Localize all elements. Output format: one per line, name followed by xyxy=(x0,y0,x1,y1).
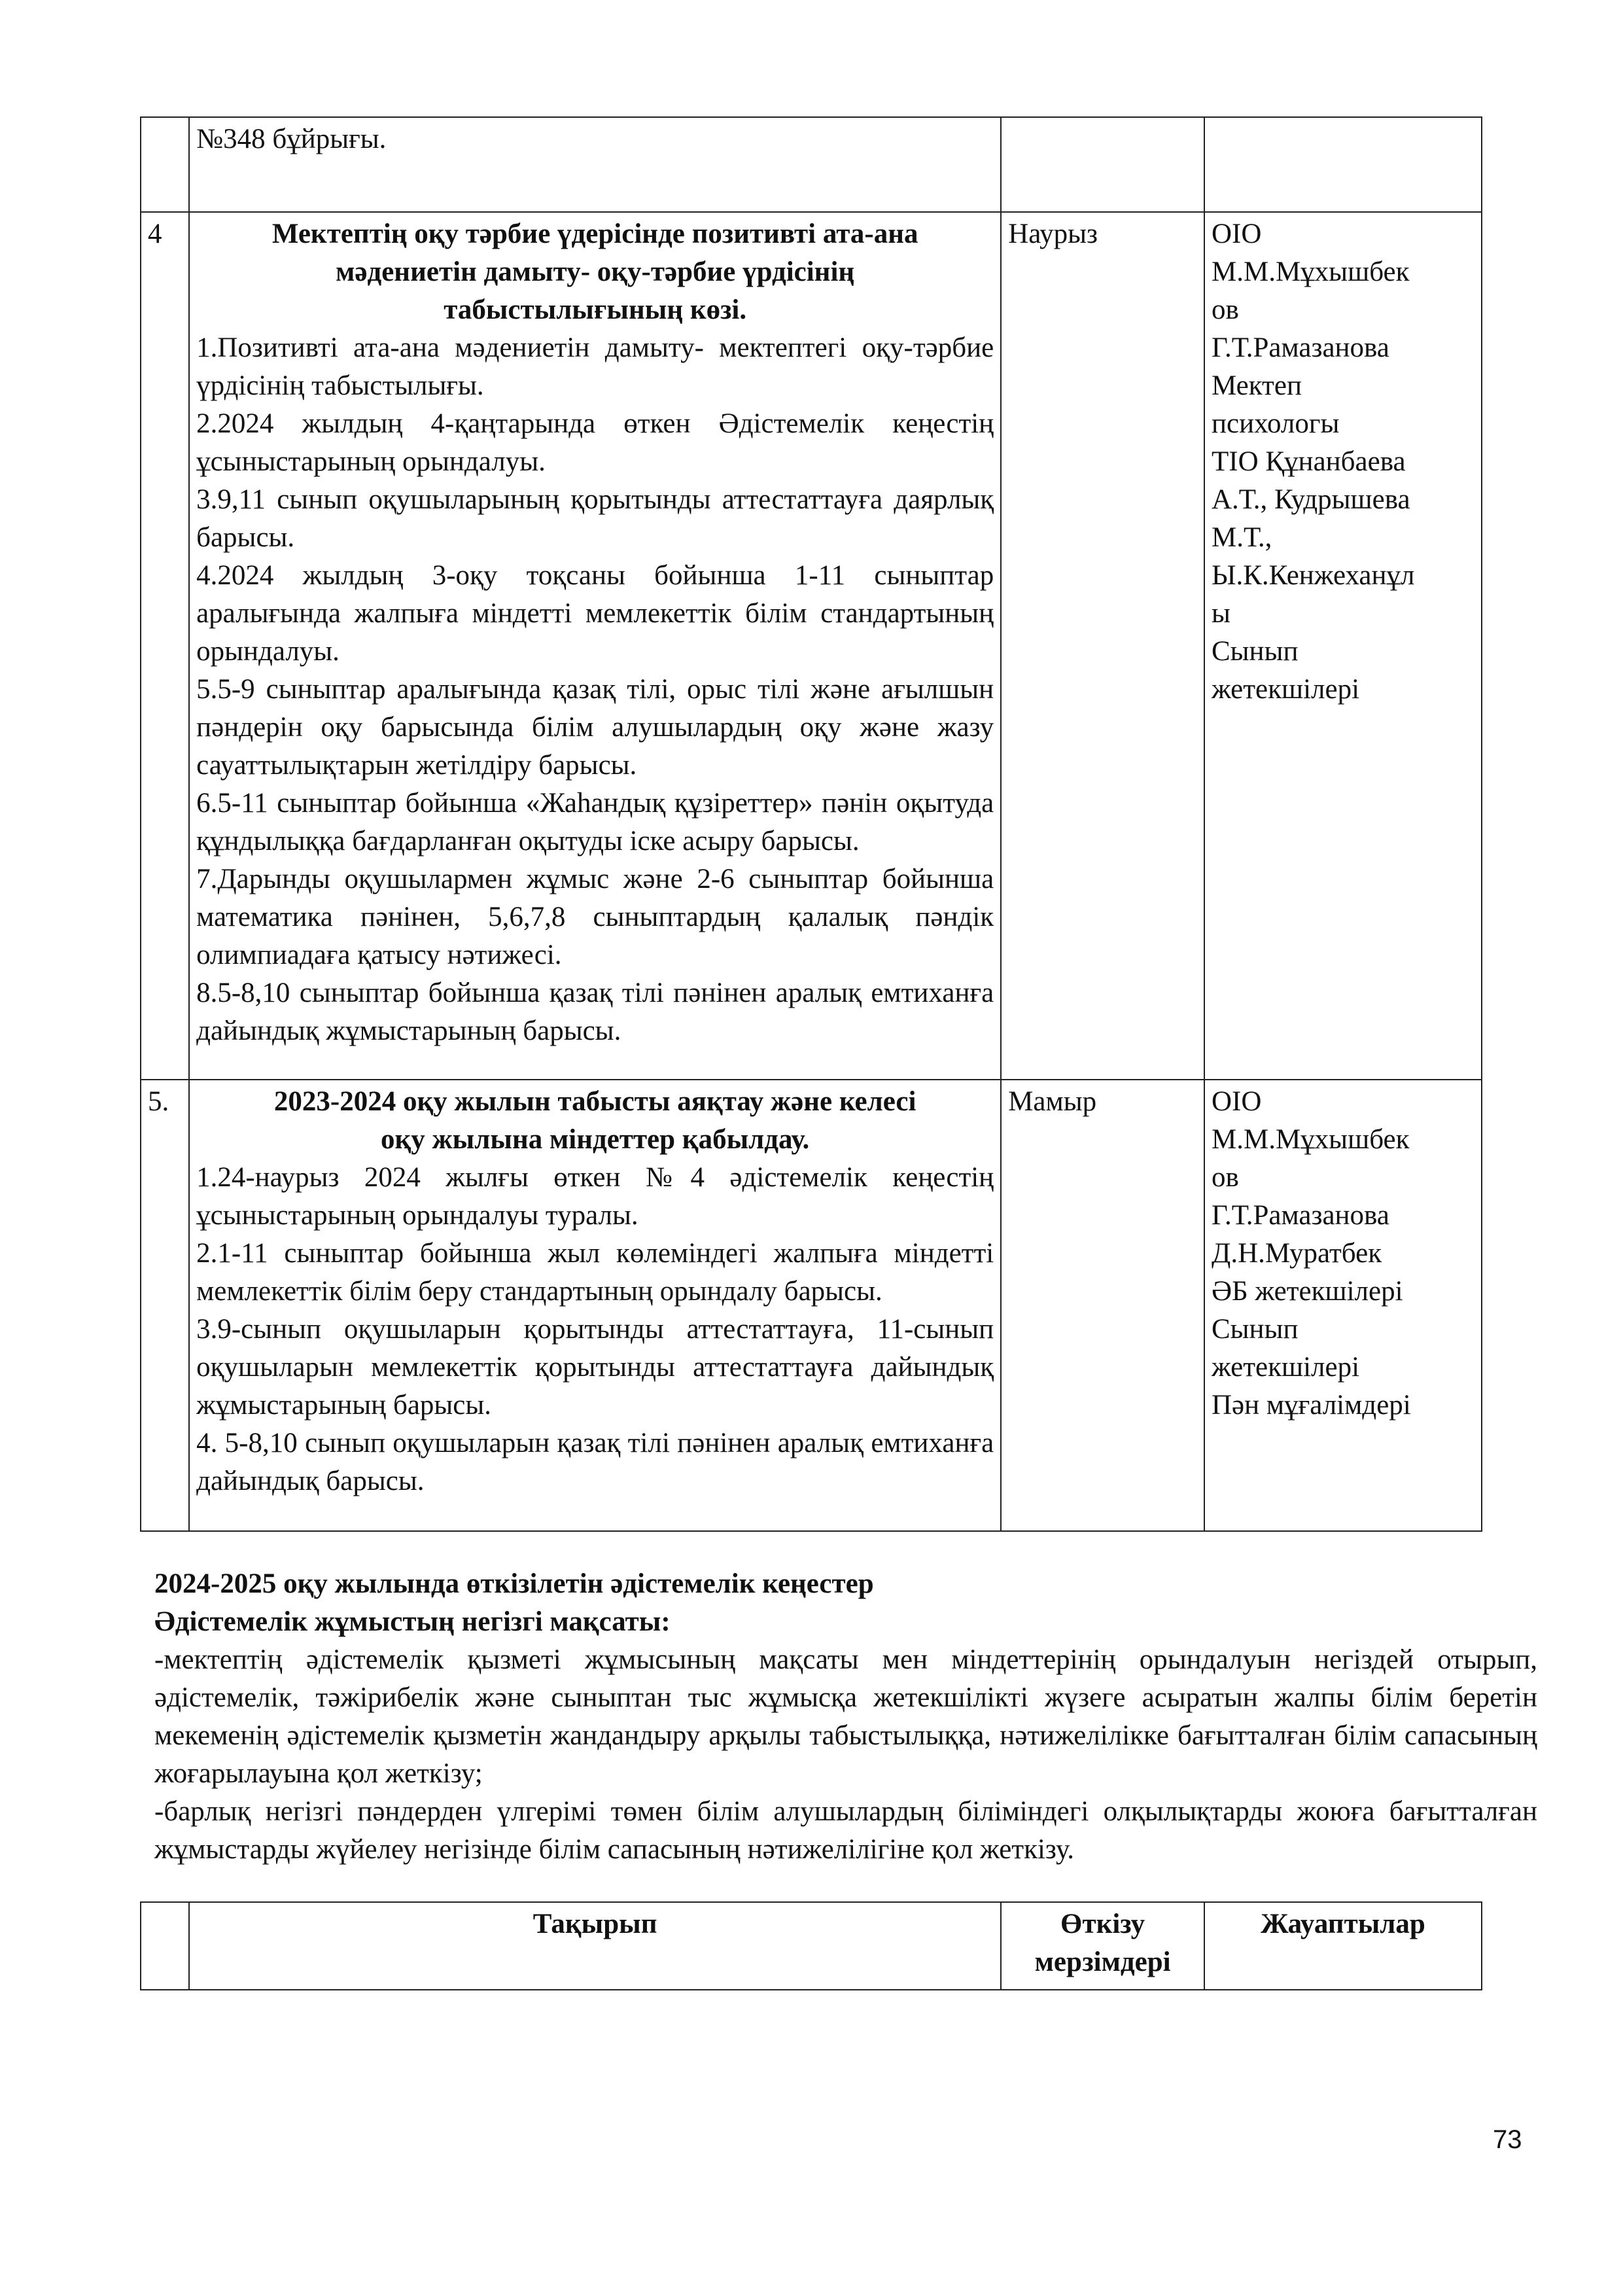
topic-cell xyxy=(189,212,1001,1080)
responsible-line: жетекшілері xyxy=(1211,1352,1360,1383)
topic-title-line: мәдениетін дамыту- оқу-тәрбие үрдісінің xyxy=(336,256,855,287)
responsible-line: ӘБ жетекшілері xyxy=(1211,1276,1403,1307)
responsible-line: М.Т., xyxy=(1211,522,1272,553)
column-header-time xyxy=(1001,1902,1204,1990)
responsible-line: психологы xyxy=(1211,408,1340,439)
responsible-line: М.М.Мұхышбек xyxy=(1211,256,1410,287)
agenda-item: 2.1-11 сыныптар бойынша жыл көлеміндегі жалпыға міндетті мемлекеттік білім беру стандартының орындалу барысы. xyxy=(196,1238,994,1307)
continuation-text: №348 бұйрығы. xyxy=(196,124,387,154)
page-number: 73 xyxy=(1493,2125,1522,2154)
responsible-line: Сынып xyxy=(1211,1314,1299,1345)
table-row xyxy=(141,1080,1482,1531)
councils-header-table xyxy=(140,1901,1482,1990)
responsible-cell xyxy=(1204,212,1482,1080)
section-heading: 2024-2025 оқу жылында өткізілетін әдістемелік кеңестер xyxy=(154,1568,874,1599)
time-cell xyxy=(1001,212,1204,1080)
responsible-line: Сынып xyxy=(1211,636,1299,667)
table-row xyxy=(141,212,1482,1080)
agenda-item: 2.2024 жылдың 4-қаңтарында өткен Әдістемелік кеңестің ұсыныстарының орындалуы. xyxy=(196,408,994,477)
responsible-line: ы xyxy=(1211,598,1230,629)
time-cell xyxy=(1001,117,1204,212)
responsible-line: ов xyxy=(1211,1162,1239,1193)
row-number-cell xyxy=(141,1902,189,1990)
topic-title-line: табыстылығының көзі. xyxy=(444,294,747,325)
responsible-line: Г.Т.Рамазанова xyxy=(1211,1200,1389,1231)
goal-paragraph: -мектептің әдістемелік қызметі жұмысының мақсаты мен міндеттерінің орындалуын негіздей отырып, әдістемелік, тәжірибелік және сыныптан тыс жұмысқа жетекшілікті жүзеге асыратын жалпы білім беретін мекеменің әдістемелік қызметін жандандыру арқылы табыстылыққа, нәтижелілікке бағытталған білім сапасының жоғарылауына қол жеткізу; xyxy=(154,1644,1537,1789)
deadline: Наурыз xyxy=(1008,219,1098,249)
agenda-item: 5.5-9 сыныптар аралығында қазақ тілі, орыс тілі және ағылшын пәндерін оқу барысында білім алушылардың оқу және жазу сауаттылықтарын жетілдіру барысы. xyxy=(196,674,994,781)
agenda-item: 7.Дарынды оқушылармен жұмыс және 2-6 сыныптар бойынша математика пәнінен, 5,6,7,8 сыныптардың қалалық пәндік олимпиадаға қатысу нәтижесі. xyxy=(196,864,994,970)
topic-title xyxy=(196,215,994,329)
responsible-line: Мектеп xyxy=(1211,370,1302,401)
responsible-line: жетекшілері xyxy=(1211,674,1360,705)
row-number-cell xyxy=(141,117,189,212)
responsible-line: Г.Т.Рамазанова xyxy=(1211,332,1389,363)
council-plan-table xyxy=(140,116,1482,1532)
topic-cell xyxy=(189,1080,1001,1531)
responsible-line: ТІО Құнанбаева xyxy=(1211,446,1406,477)
row-number-cell xyxy=(141,212,189,1080)
row-number: 5. xyxy=(148,1086,169,1117)
topic-title xyxy=(196,1083,994,1159)
responsible-line: Пән мұғалімдері xyxy=(1211,1390,1411,1421)
agenda-item: 6.5-11 сыныптар бойынша «Жаһандық құзіреттер» пәнін оқытуда құндылыққа бағдарланған оқытуды іске асыру барысы. xyxy=(196,788,994,857)
responsible-line: ОІО xyxy=(1211,219,1262,249)
agenda-item: 4. 5-8,10 сынып оқушыларын қазақ тілі пәнінен аралық емтиханға дайындық барысы. xyxy=(196,1428,994,1496)
section-subheading: Әдістемелік жұмыстың негізгі мақсаты: xyxy=(154,1606,671,1637)
responsible-cell xyxy=(1204,1080,1482,1531)
topic-title-line: 2023-2024 оқу жылын табысты аяқтау және келесі xyxy=(273,1086,916,1117)
topic-cell xyxy=(189,117,1001,212)
column-header-topic: Тақырып xyxy=(189,1902,1001,1990)
agenda-item: 1.Позитивті ата-ана мәдениетін дамыту- мектептегі оқу-тәрбие үрдісінің табыстылығы. xyxy=(196,332,994,401)
agenda-item: 3.9,11 сынып оқушыларының қорытынды аттестаттауға даярлық барысы. xyxy=(196,484,994,553)
topic-title-line: оқу жылына міндеттер қабылдау. xyxy=(380,1124,810,1155)
responsible-line: ОІО xyxy=(1211,1086,1262,1117)
agenda-item: 4.2024 жылдың 3-оқу тоқсаны бойынша 1-11 сыныптар аралығында жалпыға міндетті мемлекеттік білім стандартының орындалуы. xyxy=(196,560,994,667)
topic-title-line: Мектептің оқу тәрбие үдерісінде позитивті ата-ана xyxy=(271,219,918,249)
responsible-line: М.М.Мұхышбек xyxy=(1211,1124,1410,1155)
agenda-item: 1.24-наурыз 2024 жылғы өткен №4 әдістемелік кеңестің ұсыныстарының орындалуы туралы. xyxy=(196,1162,994,1231)
column-header-responsible: Жауаптылар xyxy=(1204,1902,1482,1990)
column-header-time-line: Өткізу xyxy=(1060,1909,1145,1939)
time-cell xyxy=(1001,1080,1204,1531)
goal-paragraph: -барлық негізгі пәндерден үлгерімі төмен білім алушылардың біліміндегі олқылықтарды жоюға бағытталған жұмыстарды жүйелеу негізінде білім сапасының нәтижелілігіне қол жеткізу. xyxy=(154,1796,1537,1865)
responsible-line: Ы.К.Кенжеханұл xyxy=(1211,560,1415,591)
responsible-cell xyxy=(1204,117,1482,212)
deadline: Мамыр xyxy=(1008,1086,1097,1117)
agenda-item: 8.5-8,10 сыныптар бойынша қазақ тілі пәнінен аралық емтиханға дайындық жұмыстарының барысы. xyxy=(196,978,994,1046)
row-number: 4 xyxy=(148,219,162,249)
responsible-line: А.Т., Кудрышева xyxy=(1211,484,1410,515)
table-row xyxy=(141,117,1482,212)
row-number-cell xyxy=(141,1080,189,1531)
column-header-time-line: мерзімдері xyxy=(1034,1947,1171,1977)
agenda-item: 3.9-сынып оқушыларын қорытынды аттестаттауға, 11-сынып оқушыларын мемлекеттік қорытынды аттестаттауға дайындық жұмыстарының барысы. xyxy=(196,1314,994,1421)
table-header-row xyxy=(141,1902,1482,1990)
responsible-line: ов xyxy=(1211,294,1239,325)
methodical-goals-section xyxy=(154,1565,1537,1869)
responsible-line: Д.Н.Муратбек xyxy=(1211,1238,1382,1269)
